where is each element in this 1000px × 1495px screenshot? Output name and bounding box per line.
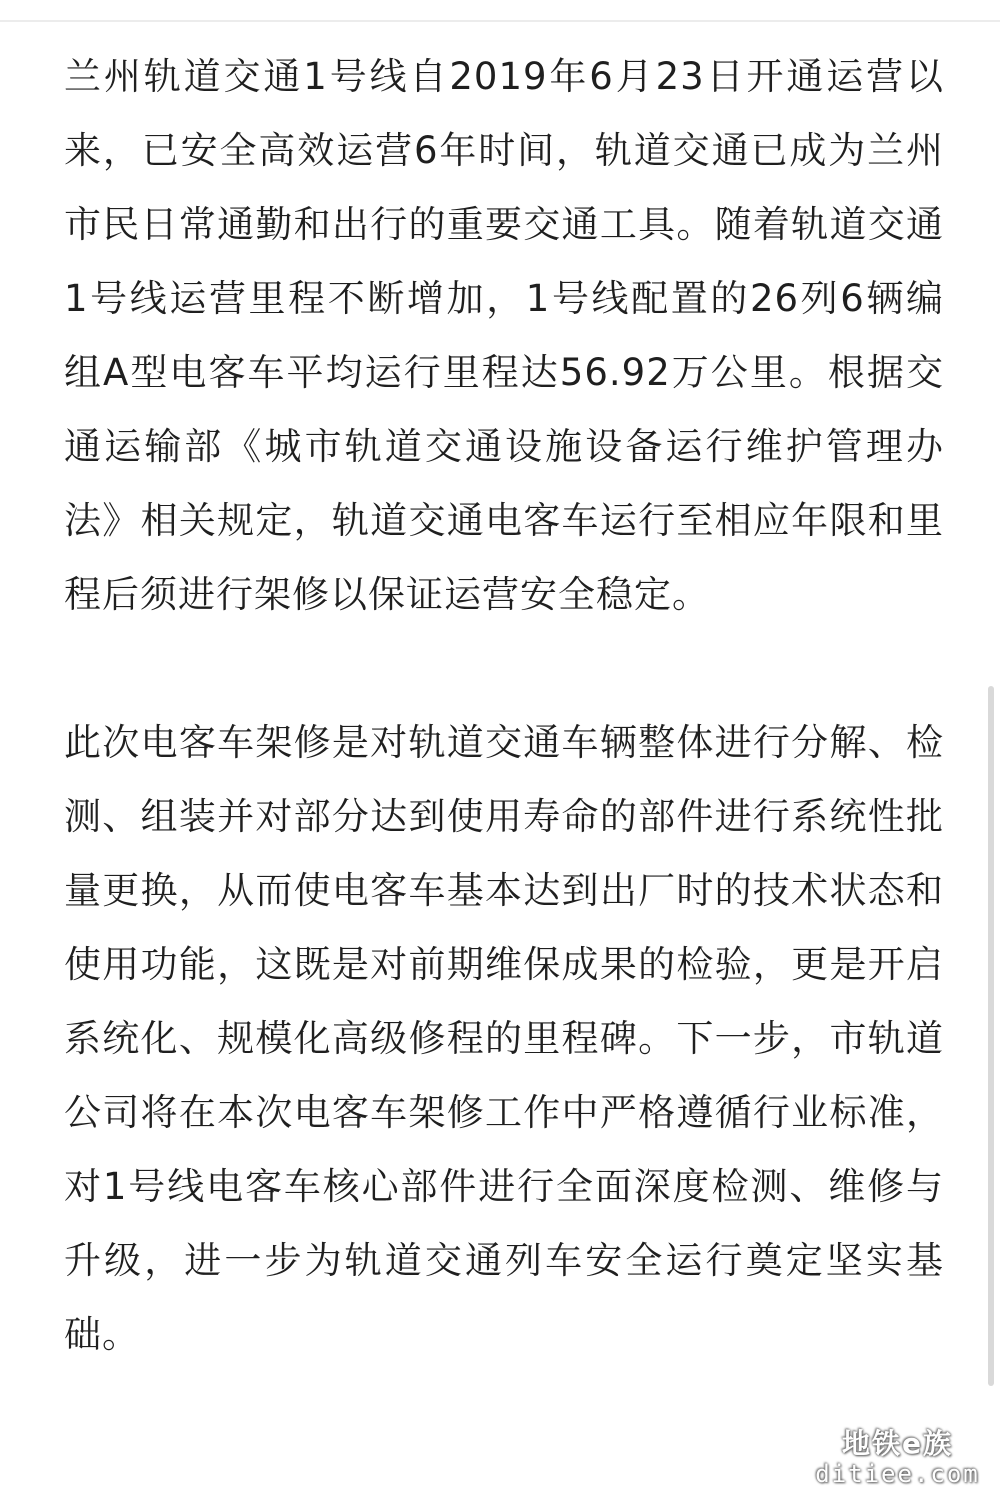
article-body bbox=[64, 40, 944, 1372]
scrollbar-thumb[interactable] bbox=[988, 686, 994, 1386]
article-paragraph-2: 此次电客车架修是对轨道交通车辆整体进行分解、检测、组装并对部分达到使用寿命的部件进行系统性批量更换，从而使电客车基本达到出厂时的技术状态和使用功能，这既是对前期维保成果的检验，更是开启系统化、规模化高级修程的里程碑。下一步，市轨道公司将在本次电客车架修工作中严格遵循行业标准，对1号线电客车核心部件进行全面深度检测、维修与升级，进一步为轨道交通列车安全运行奠定坚实基础。 bbox=[64, 721, 944, 1356]
site-watermark bbox=[805, 1427, 990, 1487]
top-divider bbox=[0, 20, 1000, 22]
watermark-domain: ditiee.com bbox=[815, 1460, 980, 1488]
article-paragraph-1: 兰州轨道交通1号线自2019年6月23日开通运营以来，已安全高效运营6年时间，轨道交通已成为兰州市民日常通勤和出行的重要交通工具。随着轨道交通1号线运营里程不断增加，1号线配置的26列6辆编组A型电客车平均运行里程达56.92万公里。根据交通运输部《城市轨道交通设施设备运行维护管理办法》相关规定，轨道交通电客车运行至相应年限和里程后须进行架修以保证运营安全稳定。 bbox=[64, 55, 944, 616]
watermark-logo-text: 地铁e族 bbox=[842, 1427, 953, 1460]
